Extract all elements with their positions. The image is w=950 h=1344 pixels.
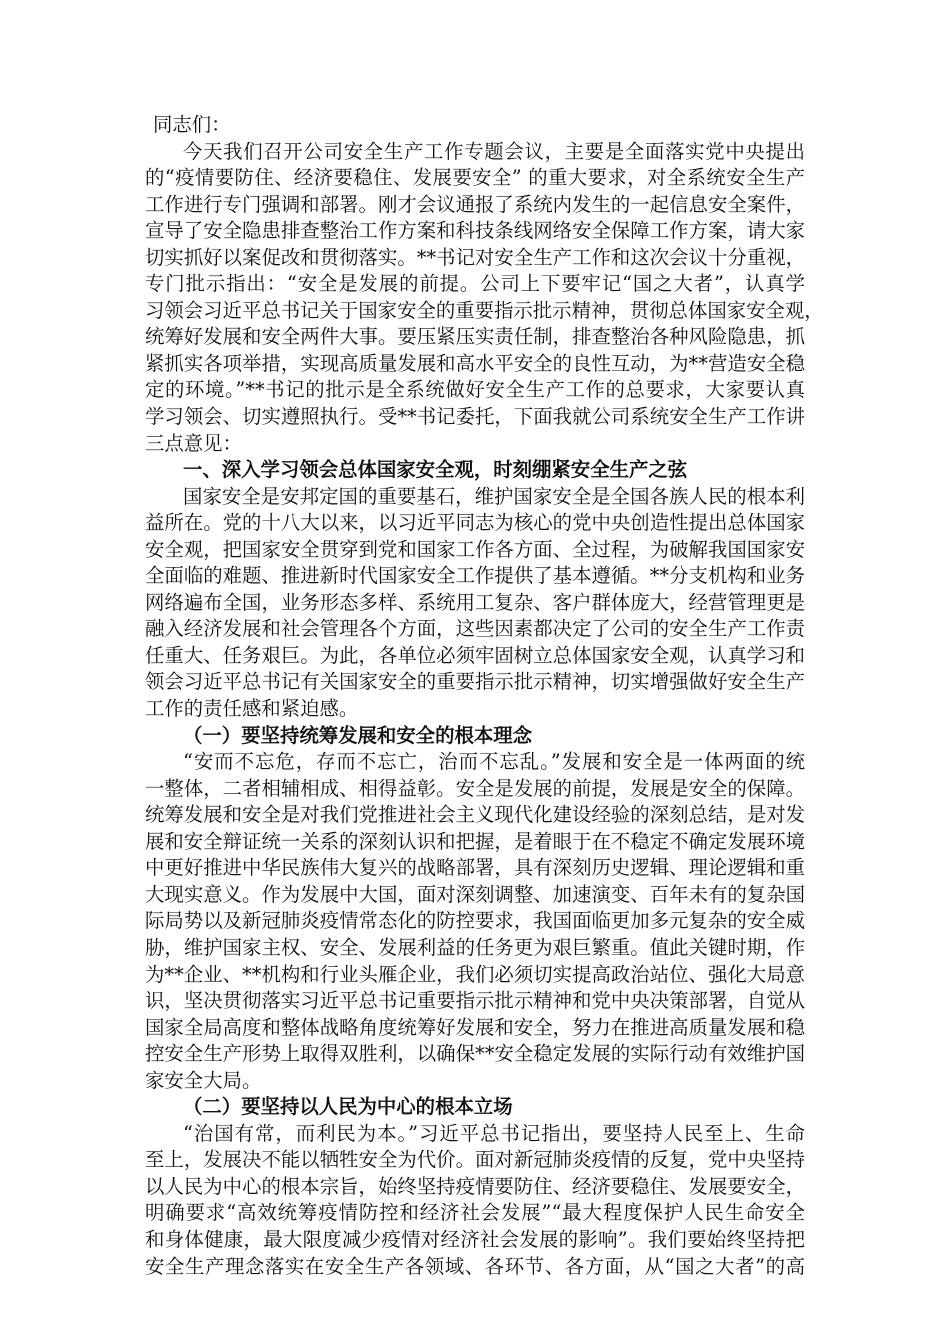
paragraph-line: 工作进行专门强调和部署。刚才会议通报了系统内发生的一起信息安全案件， bbox=[145, 192, 805, 216]
document-body bbox=[145, 112, 824, 1280]
paragraph-line: 中更好推进中华民族伟大复兴的战略部署，具有深刻历史逻辑、理论逻辑和重 bbox=[145, 856, 805, 880]
paragraph-line: 定的环境。”**书记的批示是全系统做好安全生产工作的总要求，大家要认真 bbox=[145, 378, 805, 402]
paragraph-line: “安而不忘危，存而不忘亡，治而不忘乱。”发展和安全是一体两面的统 bbox=[183, 750, 805, 774]
paragraph-line: 学习领会、切实遵照执行。受**书记委托，下面我就公司系统安全生产工作讲 bbox=[145, 405, 805, 429]
paragraph-line: 以人民为中心的根本宗旨，始终坚持疫情要防住、经济要稳住、发展要安全， bbox=[145, 1174, 805, 1198]
paragraph-line: 专门批示指出：“安全是发展的前提。公司上下要牢记“国之大者”，认真学 bbox=[145, 272, 805, 296]
paragraph-line: 益所在。党的十八大以来，以习近平同志为核心的党中央创造性提出总体国家 bbox=[145, 511, 805, 535]
paragraph-line: 和身体健康，最大限度减少疫情对经济社会发展的影响”。我们要始终坚持把 bbox=[145, 1227, 805, 1251]
paragraph-line: 国家安全是安邦定国的重要基石，维护国家安全是全国各族人民的根本利 bbox=[183, 484, 805, 508]
paragraph-line: 今天我们召开公司安全生产工作专题会议，主要是全面落实党中央提出 bbox=[183, 139, 805, 163]
paragraph-line: 胁，维护国家主权、安全、发展利益的任务更为艰巨繁重。值此关键时期，作 bbox=[145, 935, 805, 959]
paragraph-line: 任重大、任务艰巨。为此，各单位必须牢固树立总体国家安全观，认真学习和 bbox=[145, 643, 805, 667]
paragraph-line: 的“疫情要防住、经济要稳住、发展要安全” 的重大要求，对全系统安全生产 bbox=[145, 166, 805, 190]
salutation: 同志们： bbox=[153, 113, 231, 136]
paragraph-line: 大现实意义。作为发展中大国，面对深刻调整、加速演变、百年未有的复杂国 bbox=[145, 882, 805, 906]
paragraph-line: 三点意见： bbox=[145, 431, 242, 455]
paragraph-line: 为**企业、**机构和行业头雁企业，我们必须切实提高政治站位、强化大局意 bbox=[145, 962, 805, 986]
subsection-heading: （二）要坚持以人民为中心的根本立场 bbox=[183, 1095, 513, 1119]
paragraph-line: 统筹发展和安全是对我们党推进社会主义现代化建设经验的深刻总结，是对发 bbox=[145, 803, 805, 827]
paragraph-line: 工作的责任感和紧迫感。 bbox=[145, 697, 359, 721]
paragraph-line: 统筹好发展和安全两件大事。要压紧压实责任制，排查整治各种风险隐患，抓 bbox=[145, 325, 805, 349]
paragraph-line: “治国有常，而利民为本。”习近平总书记指出，要坚持人民至上、生命 bbox=[183, 1121, 805, 1145]
paragraph-line: 家安全大局。 bbox=[145, 1068, 262, 1092]
paragraph-line: 安全生产理念落实在安全生产各领域、各环节、各方面，从“国之大者”的高 bbox=[145, 1254, 805, 1278]
paragraph-line: 际局势以及新冠肺炎疫情常态化的防控要求，我国面临更加多元复杂的安全威 bbox=[145, 909, 805, 933]
paragraph-line: 宣导了安全隐患排查整治工作方案和科技条线网络安全保障工作方案，请大家 bbox=[145, 219, 805, 243]
subsection-heading: （一）要坚持统筹发展和安全的根本理念 bbox=[183, 723, 533, 747]
paragraph-line: 安全观，把国家安全贯穿到党和国家工作各方面、全过程，为破解我国国家安 bbox=[145, 537, 805, 561]
paragraph-line: 控安全生产形势上取得双胜利，以确保**安全稳定发展的实际行动有效维护国 bbox=[145, 1042, 805, 1066]
paragraph-line: 展和安全辩证统一关系的深刻认识和把握，是着眼于在不稳定不确定发展环境 bbox=[145, 829, 805, 853]
paragraph-line: 至上，发展决不能以牺牲安全为代价。面对新冠肺炎疫情的反复，党中央坚持 bbox=[145, 1148, 805, 1172]
paragraph-line: 明确要求“高效统筹疫情防控和经济社会发展”“最大程度保护人民生命安全 bbox=[145, 1201, 805, 1225]
paragraph-line: 一整体，二者相辅相成、相得益彰。安全是发展的前提，发展是安全的保障。 bbox=[145, 776, 805, 800]
paragraph-line: 习领会习近平总书记关于国家安全的重要指示批示精神，贯彻总体国家安全观， bbox=[145, 298, 824, 322]
section-heading: 一、深入学习领会总体国家安全观，时刻绷紧安全生产之弦 bbox=[183, 458, 688, 482]
paragraph-line: 紧抓实各项举措，实现高质量发展和高水平安全的良性互动，为**营造安全稳 bbox=[145, 351, 805, 375]
paragraph-line: 切实抓好以案促改和贯彻落实。**书记对安全生产工作和这次会议十分重视， bbox=[145, 245, 805, 269]
paragraph-line: 网络遍布全国，业务形态多样、系统用工复杂、客户群体庞大，经营管理更是 bbox=[145, 590, 805, 614]
paragraph-line: 国家全局高度和整体战略角度统筹好发展和安全，努力在推进高质量发展和稳 bbox=[145, 1015, 805, 1039]
paragraph-line: 识，坚决贯彻落实习近平总书记重要指示批示精神和党中央决策部署，自觉从 bbox=[145, 989, 805, 1013]
paragraph-line: 领会习近平总书记有关国家安全的重要指示批示精神，切实增强做好安全生产 bbox=[145, 670, 805, 694]
paragraph-line: 全面临的难题、推进新时代国家安全工作提供了基本遵循。**分支机构和业务 bbox=[145, 564, 805, 588]
paragraph-line: 融入经济发展和社会管理各个方面，这些因素都决定了公司的安全生产工作责 bbox=[145, 617, 805, 641]
